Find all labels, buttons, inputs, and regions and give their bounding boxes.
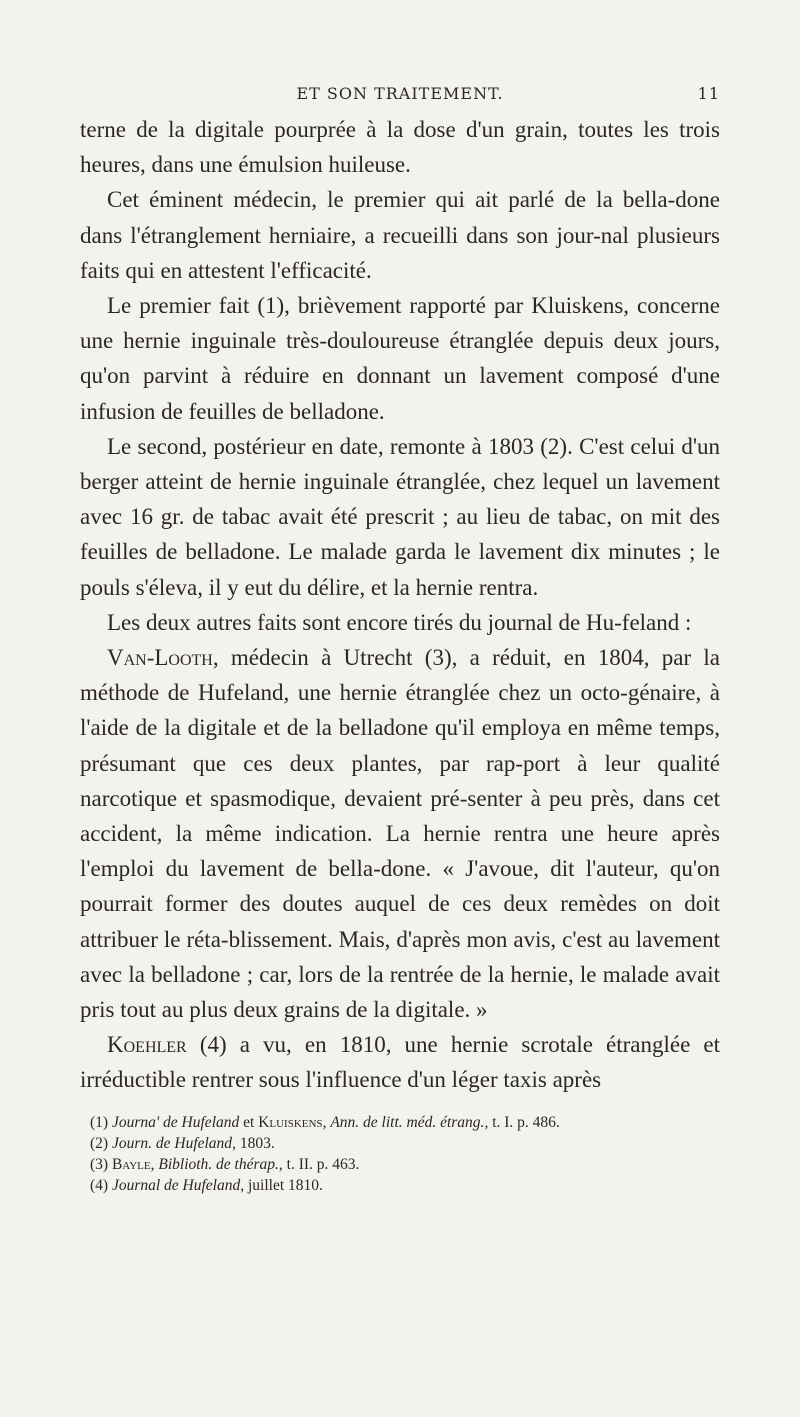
person-name: Koehler [107, 1032, 187, 1058]
footnote: (4) Journal de Hufeland, juillet 1810. [90, 1176, 323, 1194]
paragraph: Les deux autres faits sont encore tirés du journal de Hu-feland : [107, 609, 692, 635]
body-text [80, 112, 720, 1098]
paragraph: terne de la digitale pourprée à la dose d'un grain, toutes les trois heures, dans une émulsion huileuse. [80, 117, 720, 178]
paragraph: Le premier fait (1), brièvement rapporté par Kluiskens, concerne une hernie inguinale très-douloureuse étranglée depuis deux jours, qu'on parvint à réduire en donnant un lavement composé d'une infusion de feuilles de belladone. [80, 293, 720, 424]
footnote: (3) Bayle, Biblioth. de thérap., t. II. p. 463. [90, 1155, 360, 1173]
book-page [80, 84, 720, 1196]
footnote: (1) Journa' de Hufeland et Kluiskens, Ann. de litt. méd. étrang., t. I. p. 486. [90, 1113, 560, 1131]
person-name: Van-Looth [107, 645, 213, 671]
page-number: 11 [697, 84, 720, 103]
running-title: ET SON TRAITEMENT. [296, 84, 504, 103]
paragraph: Van-Looth, médecin à Utrecht (3), a réduit, en 1804, par la méthode de Hufeland, une hernie étranglée chez un octo-génaire, à l'aide de la digitale et de la belladone qu'il employa en même temps, présumant que ces deux plantes, par rap-port à leur qualité narcotique et spasmodique, devaient pré-senter à peu près, dans cet accident, la même indication. La hernie rentra une heure après l'emploi du lavement de bella-done. « J'avoue, dit l'auteur, qu'on pourrait former des doutes auquel de ces deux remèdes on doit attribuer le réta-blissement. Mais, d'après mon avis, c'est au lavement avec la belladone ; car, lors de la rentrée de la hernie, le malade avait pris tout au plus deux grains de la digitale. » [80, 645, 720, 1023]
paragraph: Le second, postérieur en date, remonte à 1803 (2). C'est celui d'un berger atteint de hernie inguinale étranglée, chez lequel un lavement avec 16 gr. de tabac avait été prescrit ; au lieu de tabac, on mit des feuilles de belladone. Le malade garda le lavement dix minutes ; le pouls s'éleva, il y eut du délire, et la hernie rentra. [80, 433, 720, 600]
footnote: (2) Journ. de Hufeland, 1803. [90, 1134, 275, 1152]
footnotes [80, 1112, 720, 1196]
paragraph: Koehler (4) a vu, en 1810, une hernie scrotale étranglée et irréductible rentrer sous l'influence d'un léger taxis après [80, 1032, 720, 1093]
paragraph: Cet éminent médecin, le premier qui ait parlé de la bella-done dans l'étranglement herniaire, a recueilli dans son jour-nal plusieurs faits qui en attestent l'efficacité. [80, 187, 720, 283]
running-header [80, 84, 720, 112]
